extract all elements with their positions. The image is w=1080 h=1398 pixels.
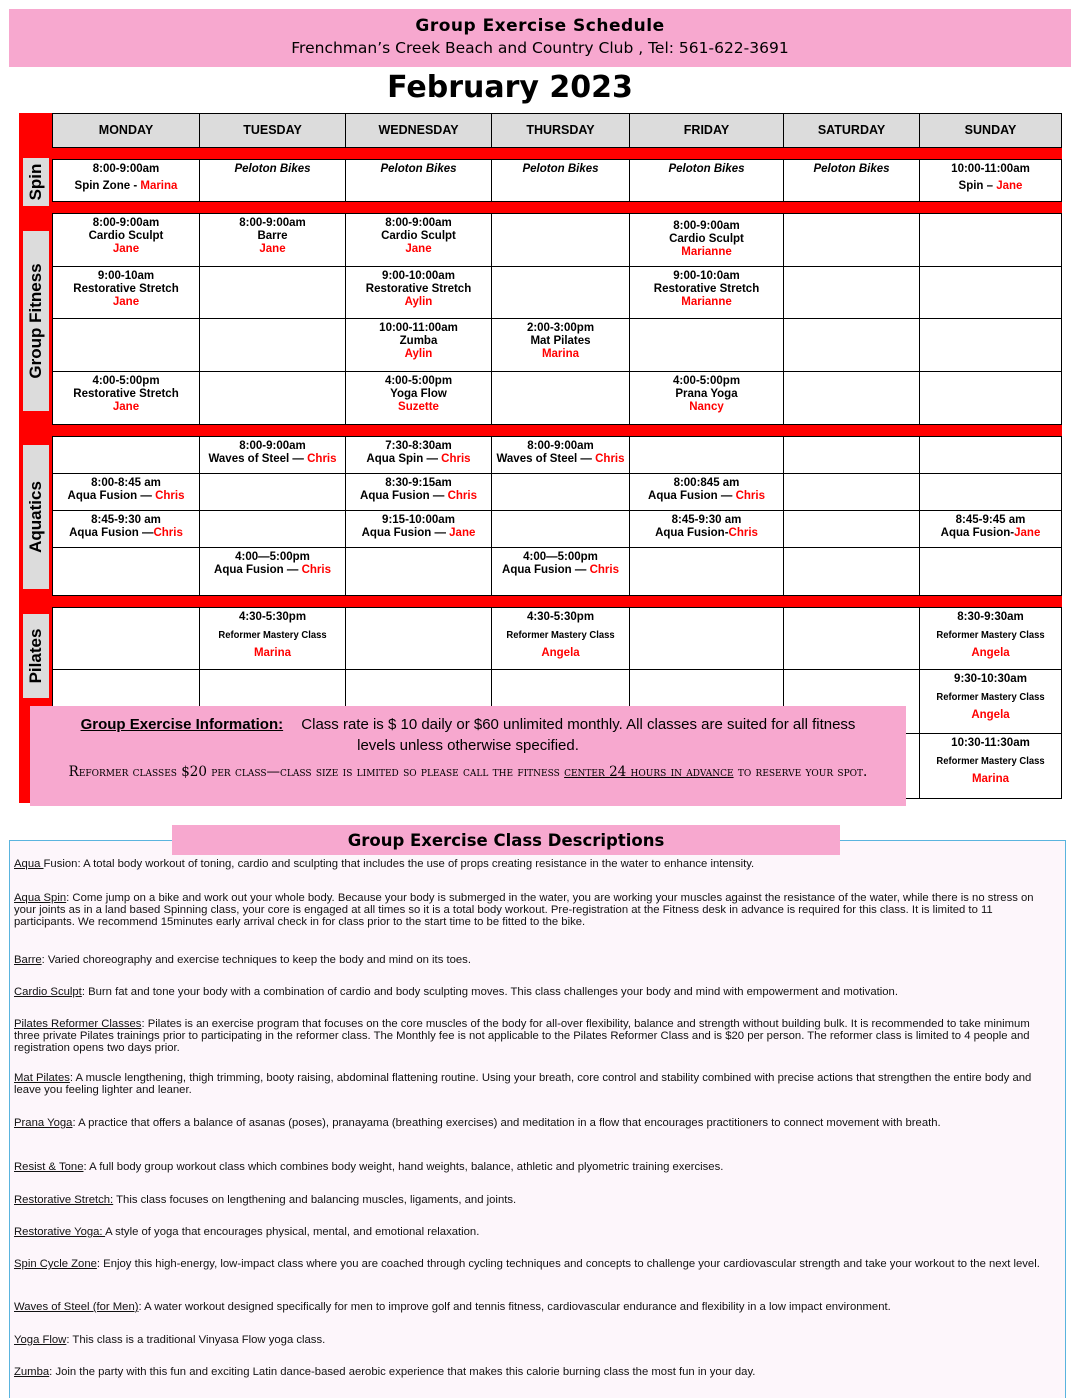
day-header-row — [53, 114, 1062, 148]
description-item: Yoga Flow: This class is a traditional Vinyasa Flow yoga class. — [14, 1334, 326, 1346]
class-slot — [53, 548, 200, 596]
class-slot: 10:30-11:30am Reformer Mastery Class Marina — [920, 734, 1062, 799]
class-slot: 9:30-10:30am Reformer Mastery Class Angela — [920, 670, 1062, 734]
class-slot — [492, 372, 630, 425]
class-slot — [346, 608, 492, 670]
class-slot: 2:00-3:00pm Mat Pilates Marina — [492, 319, 630, 372]
class-slot — [784, 319, 920, 372]
fitness-row — [53, 372, 1062, 425]
day-header: WEDNESDAY — [346, 114, 492, 148]
aquatics-row — [53, 474, 1062, 511]
class-slot: 8:00-9:00am Waves of Steel — Chris — [200, 437, 346, 474]
class-slot — [200, 474, 346, 511]
fitness-row — [53, 267, 1062, 319]
class-slot: 8:00:845 am Aqua Fusion — Chris — [630, 474, 784, 511]
day-header: TUESDAY — [200, 114, 346, 148]
section-divider — [53, 596, 1062, 608]
description-item: Zumba: Join the party with this fun and exciting Latin dance-based aerobic experience that makes this calorie burning class the most fun in your day. — [14, 1366, 756, 1378]
class-slot — [920, 548, 1062, 596]
pilates-row — [53, 608, 1062, 670]
class-slot: 4:00-5:00pm Yoga Flow Suzette — [346, 372, 492, 425]
class-slot — [200, 319, 346, 372]
info-text: Class rate is $ 10 daily or $60 unlimited monthly. All classes are suited for all fitness levels unless otherwise specified. — [301, 716, 856, 754]
class-slot — [784, 437, 920, 474]
class-slot — [492, 267, 630, 319]
class-slot: Peloton Bikes — [492, 160, 630, 202]
class-slot: Peloton Bikes — [630, 160, 784, 202]
class-slot — [630, 319, 784, 372]
class-slot: 4:30-5:30pm Reformer Mastery Class Angela — [492, 608, 630, 670]
class-slot — [53, 319, 200, 372]
section-divider — [53, 202, 1062, 214]
section-label-aquatics: Aquatics — [23, 445, 49, 589]
aquatics-row — [53, 548, 1062, 596]
class-slot: Peloton Bikes — [200, 160, 346, 202]
class-slot: 10:00-11:00am Spin – Jane — [920, 160, 1062, 202]
class-slot — [784, 214, 920, 267]
class-slot: 8:45-9:30 am Aqua Fusion —Chris — [53, 511, 200, 548]
section-label-pilates: Pilates — [23, 614, 49, 698]
class-slot: 8:00-9:00am Cardio Sculpt Marianne — [630, 214, 784, 267]
class-slot: 4:00-5:00pm Restorative Stretch Jane — [53, 372, 200, 425]
class-slot — [346, 548, 492, 596]
class-slot: 8:30-9:15am Aqua Fusion — Chris — [346, 474, 492, 511]
day-header: SATURDAY — [784, 114, 920, 148]
class-slot — [200, 267, 346, 319]
class-slot — [784, 474, 920, 511]
class-slot: Peloton Bikes — [784, 160, 920, 202]
class-slot — [784, 267, 920, 319]
description-item: Prana Yoga: A practice that offers a balance of asanas (poses), pranayama (breathing exercises) and meditation in a flow that encourages practitioners to connect movement with breath. — [14, 1117, 941, 1129]
month-title: February 2023 — [387, 70, 633, 105]
class-slot — [784, 511, 920, 548]
description-item: Barre: Varied choreography and exercise techniques to keep the body and mind on its toes. — [14, 954, 471, 966]
class-slot — [784, 548, 920, 596]
class-slot — [920, 372, 1062, 425]
class-slot — [200, 511, 346, 548]
class-slot: 8:00-9:00am Barre Jane — [200, 214, 346, 267]
class-slot: 8:00-8:45 am Aqua Fusion — Chris — [53, 474, 200, 511]
section-label-spin: Spin — [23, 158, 49, 206]
fitness-row — [53, 214, 1062, 267]
class-slot — [920, 319, 1062, 372]
schedule-title: Group Exercise Schedule — [415, 16, 665, 36]
class-slot: 9:00-10am Restorative Stretch Jane — [53, 267, 200, 319]
description-item: Aqua Spin: Come jump on a bike and work out your whole body. Because your body is submerged in the water, you are working your muscles against the resistance of the water, while there is no stress on your joints as in a land based Spinning class, your core is engaged at all times so it is a total body workout. Pre-registration at the Fitness desk in advance is required for this class. It is limited to 11 participants. We recommend 15minutes early arrival check in for class prior to the start time to be fitted to the bike. — [14, 892, 1034, 928]
section-divider — [53, 425, 1062, 437]
class-slot: 4:30-5:30pm Reformer Mastery Class Marina — [200, 608, 346, 670]
description-item: Restorative Stretch: This class focuses on lengthening and balancing muscles, ligaments, and joints. — [14, 1194, 517, 1206]
aquatics-row — [53, 437, 1062, 474]
section-divider — [53, 148, 1062, 160]
class-slot — [920, 214, 1062, 267]
class-slot — [784, 608, 920, 670]
spin-row — [53, 160, 1062, 202]
reformer-notice: Reformer classes $20 per class—class size is limited so please call the fitness center 24 hours in advance to reserve your spot. — [68, 764, 868, 780]
class-slot — [53, 437, 200, 474]
class-slot: 8:00-9:00am Cardio Sculpt Jane — [53, 214, 200, 267]
info-paragraph — [30, 706, 906, 756]
class-slot: 8:00-9:00am Spin Zone - Marina — [53, 160, 200, 202]
info-lead: Group Exercise Information: — [80, 716, 284, 733]
day-header: FRIDAY — [630, 114, 784, 148]
class-slot — [492, 474, 630, 511]
class-slot — [200, 372, 346, 425]
class-slot — [920, 267, 1062, 319]
day-header: THURSDAY — [492, 114, 630, 148]
class-slot: 8:45-9:45 am Aqua Fusion-Jane — [920, 511, 1062, 548]
class-slot: 9:15-10:00am Aqua Fusion — Jane — [346, 511, 492, 548]
description-item: Cardio Sculpt: Burn fat and tone your body with a combination of cardio and body sculpting moves. This class challenges your body and mind with empowerment and motivation. — [14, 986, 898, 998]
day-header: SUNDAY — [920, 114, 1062, 148]
class-slot — [492, 214, 630, 267]
class-slot — [53, 608, 200, 670]
class-slot: 8:00-9:00am Waves of Steel — Chris — [492, 437, 630, 474]
class-slot — [784, 372, 920, 425]
description-item: Aqua Fusion: A total body workout of toning, cardio and sculpting that includes the use of props creating resistance in the water to enhance intensity. — [14, 858, 755, 870]
class-slot: 8:00-9:00am Cardio Sculpt Jane — [346, 214, 492, 267]
section-label-group-fitness: Group Fitness — [23, 231, 49, 411]
description-item: Waves of Steel (for Men): A water workout designed specifically for men to improve golf and tennis fitness, cardiovascular endurance and flexibility in a low impact environment. — [14, 1301, 891, 1313]
class-slot — [492, 511, 630, 548]
class-slot: 10:00-11:00am Zumba Aylin — [346, 319, 492, 372]
header-band — [9, 9, 1071, 67]
group-exercise-info-box — [30, 706, 906, 806]
class-slot: 8:45-9:30 am Aqua Fusion-Chris — [630, 511, 784, 548]
class-slot — [920, 474, 1062, 511]
aquatics-row — [53, 511, 1062, 548]
fitness-row — [53, 319, 1062, 372]
description-item: Pilates Reformer Classes: Pilates is an exercise program that focuses on the core muscles of the body for all-over flexibility, balance and strength without building bulk. It is recommended to take minimum three private Pilates trainings prior to participating in the reformer class. The Monthly fee is not applicable to the Pilates Reformer Class and is $20 per person. The reformer class is limited to 4 people and registration opens two days prior. — [14, 1018, 1030, 1054]
class-slot — [630, 437, 784, 474]
class-slot — [630, 548, 784, 596]
class-slot: 4:00-5:00pm Prana Yoga Nancy — [630, 372, 784, 425]
class-slot: 4:00—5:00pm Aqua Fusion — Chris — [492, 548, 630, 596]
descriptions-title: Group Exercise Class Descriptions — [172, 825, 840, 855]
class-slot: 9:00-10:00am Restorative Stretch Aylin — [346, 267, 492, 319]
description-item: Resist & Tone: A full body group workout class which combines body weight, hand weights, balance, athletic and plyometric training exercises. — [14, 1161, 724, 1173]
description-item: Spin Cycle Zone: Enjoy this high-energy, low-impact class where you are coached through cycling techniques and concepts to challenge your cardiovascular strength and take your workout to the next level. — [14, 1258, 1040, 1270]
description-item: Restorative Yoga: A style of yoga that encourages physical, mental, and emotional relaxation. — [14, 1226, 480, 1238]
class-slot: 4:00—5:00pm Aqua Fusion — Chris — [200, 548, 346, 596]
class-slot — [630, 608, 784, 670]
description-item: Mat Pilates: A muscle lengthening, thigh trimming, booty raising, abdominal flattening routine. Using your breath, core control and stability combined with precise actions that strengthen the entire body and leave you feeling lighter and leaner. — [14, 1072, 1032, 1096]
day-header: MONDAY — [53, 114, 200, 148]
class-slot: 9:00-10:0am Restorative Stretch Marianne — [630, 267, 784, 319]
class-slot: 8:30-9:30am Reformer Mastery Class Angela — [920, 608, 1062, 670]
class-slot: 7:30-8:30am Aqua Spin — Chris — [346, 437, 492, 474]
club-subtitle: Frenchman’s Creek Beach and Country Club , Tel: 561-622-3691 — [291, 39, 789, 57]
schedule-table — [52, 113, 1062, 799]
class-slot: Peloton Bikes — [346, 160, 492, 202]
class-slot — [920, 437, 1062, 474]
